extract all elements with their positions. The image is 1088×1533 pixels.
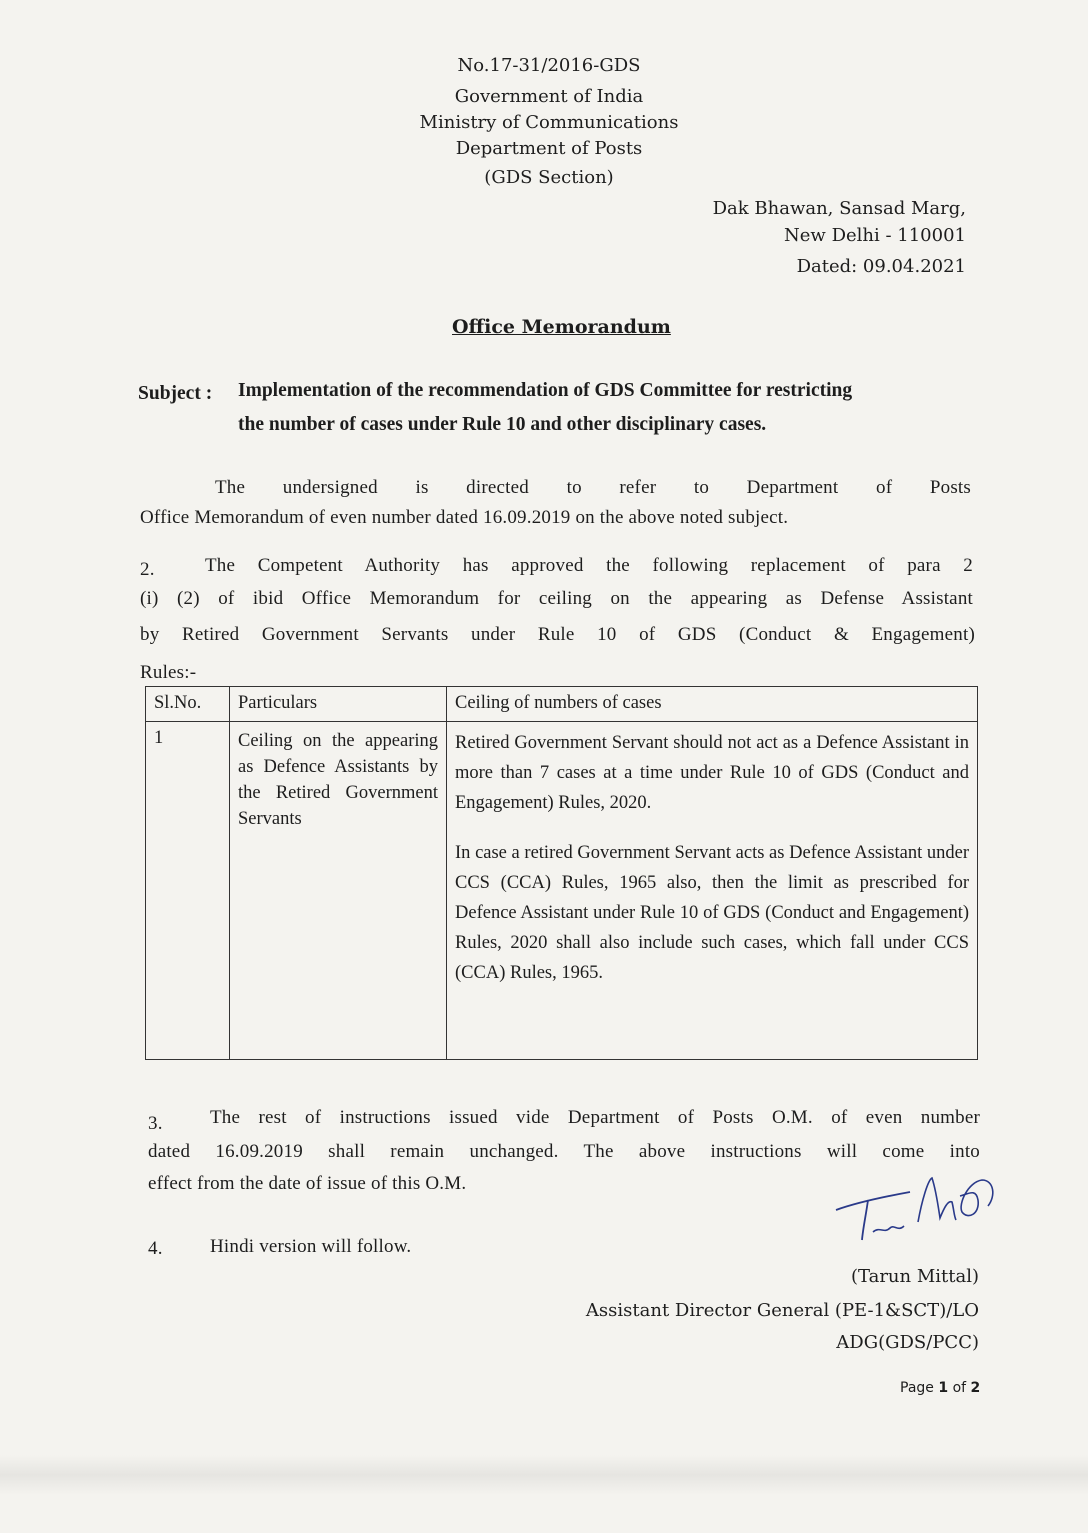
para3-line-2: dated 16.09.2019 shall remain unchanged. The above instructions will come into [148,1141,980,1162]
header-particulars: Particulars [230,687,447,722]
address-line-1: Dak Bhawan, Sansad Marg, [712,198,966,219]
table-row [146,722,978,1060]
table-header-row [146,687,978,722]
para3-line-1: The rest of instructions issued vide Department of Posts O.M. of even number [210,1107,980,1128]
header-slno: Sl.No. [146,687,230,722]
para4-number: 4. [148,1238,163,1259]
para1-line-1: The undersigned is directed to refer to Department of Posts [215,477,971,498]
para2-number: 2. [140,559,155,580]
para4-text: Hindi version will follow. [210,1236,412,1257]
signature-image [828,1160,998,1250]
section-name: (GDS Section) [484,167,614,188]
para3-number: 3. [148,1113,163,1134]
cell-slno: 1 [146,722,230,1060]
signatory-name: (Tarun Mittal) [850,1266,979,1287]
para3-line-3: effect from the date of issue of this O.M. [148,1173,467,1194]
page-prefix: Page [900,1380,934,1396]
page-number [900,1380,980,1396]
ceiling-table [145,686,978,1060]
file-number: No.17-31/2016-GDS [457,55,641,76]
page-title: Office Memorandum [452,316,671,338]
para1-line-2: Office Memorandum of even number dated 16.09.2019 on the above noted subject. [140,507,789,528]
page-total: 2 [970,1380,981,1396]
cell-ceiling-para-1: Retired Government Servant should not act as a Defence Assistant in more than 7 cases at a time under Rule 10 of GDS (Conduct and Engagement) Rules, 2020. [455,733,969,813]
para2-line-1: The Competent Authority has approved the following replacement of para 2 [205,555,973,576]
department-name: Department of Posts [455,138,643,159]
date-line: Dated: 09.04.2021 [796,256,966,277]
page-of: of [952,1380,967,1396]
subject-label: Subject : [138,383,213,404]
subject-line-1: Implementation of the recommendation of GDS Committee for restricting [238,380,853,401]
address-line-2: New Delhi - 110001 [784,225,966,246]
subject-line-2: the number of cases under Rule 10 and other disciplinary cases. [238,414,767,435]
para2-line-2: (i) (2) of ibid Office Memorandum for ceiling on the appearing as Defense Assistant [140,588,973,609]
ministry-name: Ministry of Communications [419,112,679,133]
cell-particulars: Ceiling on the appearing as Defence Assistants by the Retired Government Servants [238,731,438,829]
scan-edge-shadow [0,1455,1088,1495]
signatory-designation: Assistant Director General (PE-1&SCT)/LO [585,1300,979,1321]
govt-name: Government of India [454,86,644,107]
para2-line-4: Rules:- [140,662,197,683]
cell-ceiling-wrap [447,722,978,1060]
signatory-designation-2: ADG(GDS/PCC) [836,1332,979,1353]
header-ceiling: Ceiling of numbers of cases [447,687,978,722]
page-current: 1 [938,1380,949,1396]
cell-ceiling-para-2: In case a retired Government Servant acts as Defence Assistant under CCS (CCA) Rules, 1965 also, then the limit as prescribed for Defence Assistant under Rule 10 of GDS (Conduct and Engagement) Rules, 2020 shall also include such cases, which fall under CCS (CCA) Rules, 1965. [455,843,969,983]
cell-particulars-wrap [230,722,447,1060]
para2-line-3: by Retired Government Servants under Rule 10 of GDS (Conduct & Engagement) [140,624,975,645]
